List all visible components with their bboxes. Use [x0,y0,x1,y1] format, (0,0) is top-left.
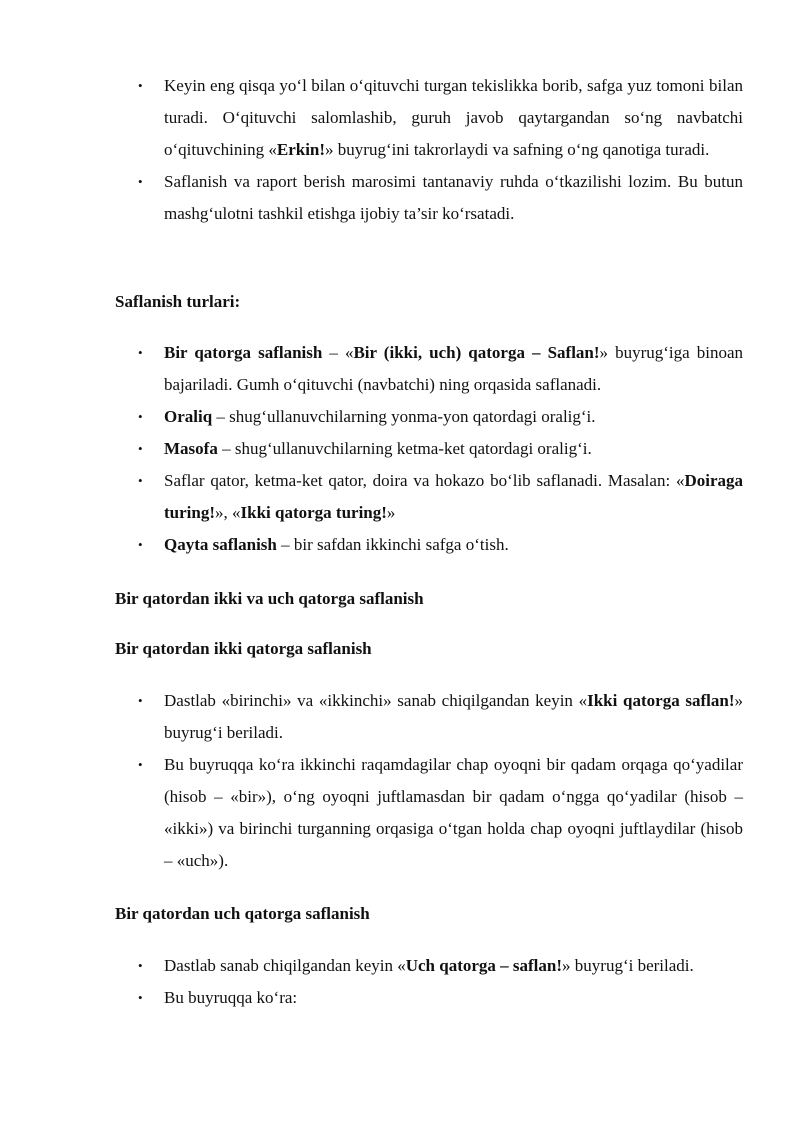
bullet-marker: • [138,958,143,973]
text-run: Bu buyruqqa ko‘ra: [164,988,298,1007]
text-run: – shug‘ullanuvchilarning ketma-ket qatordagi oralig‘i. [217,439,592,458]
heading-saflanish-turlari: Saflanish turlari: [115,292,241,311]
text-run: » buyrug‘i beriladi. [164,691,743,742]
heading-one-to-two: Bir qatordan ikki qatorga saflanish [115,639,372,658]
text-run: – shug‘ullanuvchilarning yonma-yon qatordagi oralig‘i. [212,407,596,426]
bold-text: Ikki qatorga saflan! [587,691,735,710]
bold-text: Uch qatorga – saflan! [405,956,563,975]
list-item [138,70,743,166]
list-item [138,685,743,749]
text-run: » buyrug‘ini takrorlaydi va safning o‘ng qanotiga turadi. [325,140,710,159]
bullet-marker: • [138,441,143,456]
text-run: » [386,503,396,522]
text-run: – « [322,343,354,362]
text-run: – bir safdan ikkinchi safga o‘tish. [276,535,509,554]
list-item [138,337,743,401]
bullet-marker: • [138,78,143,93]
bullet-marker: • [138,345,143,360]
one-to-three-list [138,950,743,1014]
bold-text: Bir (ikki, uch) qatorga – Saflan! [353,343,600,362]
list-item [138,529,743,561]
text-run: », « [215,503,241,522]
bullet-marker: • [138,409,143,424]
bold-text: Doiraga turing! [164,471,743,522]
bullet-marker: • [138,757,143,772]
list-item [138,950,743,982]
list-item [138,433,743,465]
bold-text: Erkin! [276,140,326,159]
list-item [138,749,743,877]
bold-text: Ikki qatorga turing! [240,503,387,522]
one-to-two-list [138,685,743,877]
bullet-marker: • [138,174,143,189]
bold-text: Bir qatorga saflanish [164,343,323,362]
bold-text: Qayta saflanish [164,535,277,554]
list-item [138,166,743,230]
bullet-marker: • [138,990,143,1005]
list-item [138,982,743,1014]
bullet-marker: • [138,537,143,552]
text-run: Keyin eng qisqa yo‘l bilan o‘qituvchi turgan tekislikka borib, safga yuz tomoni bilan turadi. O‘qituvchi salomlashib, guruh javob qaytargandan so‘ng navbatchi o‘qituvchining « [164,76,743,159]
bullet-marker: • [138,693,143,708]
text-run: Saflar qator, ketma-ket qator, doira va hokazo bo‘lib saflanadi. Masalan: « [164,471,685,490]
saflanish-types-list [138,337,743,561]
heading-one-to-three: Bir qatordan uch qatorga saflanish [115,904,370,923]
bold-text: Masofa [164,439,218,458]
text-run: » buyrug‘iga binoan bajariladi. Gumh o‘qituvchi (navbatchi) ning orqasida saflanadi. [164,343,744,394]
text-run: Dastlab sanab chiqilgandan keyin « [164,956,406,975]
text-run: Saflanish va raport berish marosimi tantanaviy ruhda o‘tkazilishi lozim. Bu butun mashg‘ulotni tashkil etishga ijobiy ta’sir ko‘rsatadi. [164,172,743,223]
list-item [138,465,743,529]
text-run: » buyrug‘i beriladi. [562,956,694,975]
list-item [138,401,743,433]
bullet-marker: • [138,473,143,488]
text-run: Bu buyruqqa ko‘ra ikkinchi raqamdagilar chap oyoqni bir qadam orqaga qo‘yadilar (hisob – «bir»), o‘ng oyoqni juftlamasdan bir qadam o‘ngga qo‘yadilar (hisob – «ikki») va birinchi turganning orqasiga o‘tgan holda chap oyoqni juftlaydilar (hisob – «uch»). [164,755,743,870]
text-run: Dastlab «birinchi» va «ikkinchi» sanab chiqilgandan keyin « [164,691,588,710]
bold-text: Oraliq [164,407,213,426]
heading-one-to-two-three: Bir qatordan ikki va uch qatorga saflanish [115,589,424,608]
intro-bullet-list [138,70,743,230]
